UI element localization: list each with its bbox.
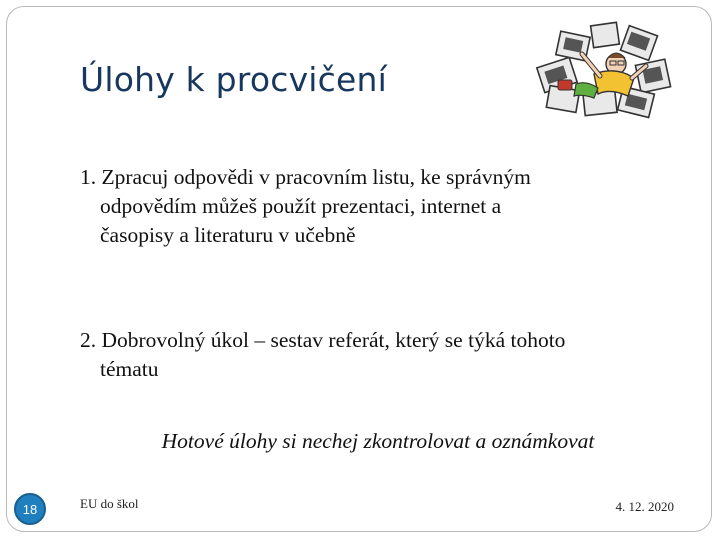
- task-item-2-line-2: tématu: [100, 357, 159, 381]
- task-item-1: [80, 163, 680, 250]
- page-number: 18: [22, 501, 38, 517]
- task-item-1-line-2: odpovědím můžeš použít prezentaci, internet a: [100, 194, 502, 218]
- slide-title: Úlohy k procvičení: [80, 60, 387, 99]
- footer-project-label: EU do škol: [80, 496, 139, 511]
- task-item-2: [80, 326, 690, 384]
- footer-date: 4. 12. 2020: [615, 499, 674, 514]
- task-item-2-line-1: 2. Dobrovolný úkol – sestav referát, který se týká tohoto: [80, 328, 566, 352]
- grading-note: Hotové úlohy si nechej zkontrolovat a oznámkovat: [161, 429, 595, 453]
- page-number-badge: [14, 493, 46, 525]
- person-buried-in-computers-icon: [528, 14, 678, 126]
- task-item-1-line-3: časopisy a literaturu v učebně: [100, 223, 356, 247]
- task-item-1-line-1: 1. Zpracuj odpovědi v pracovním listu, ke správným: [80, 165, 531, 189]
